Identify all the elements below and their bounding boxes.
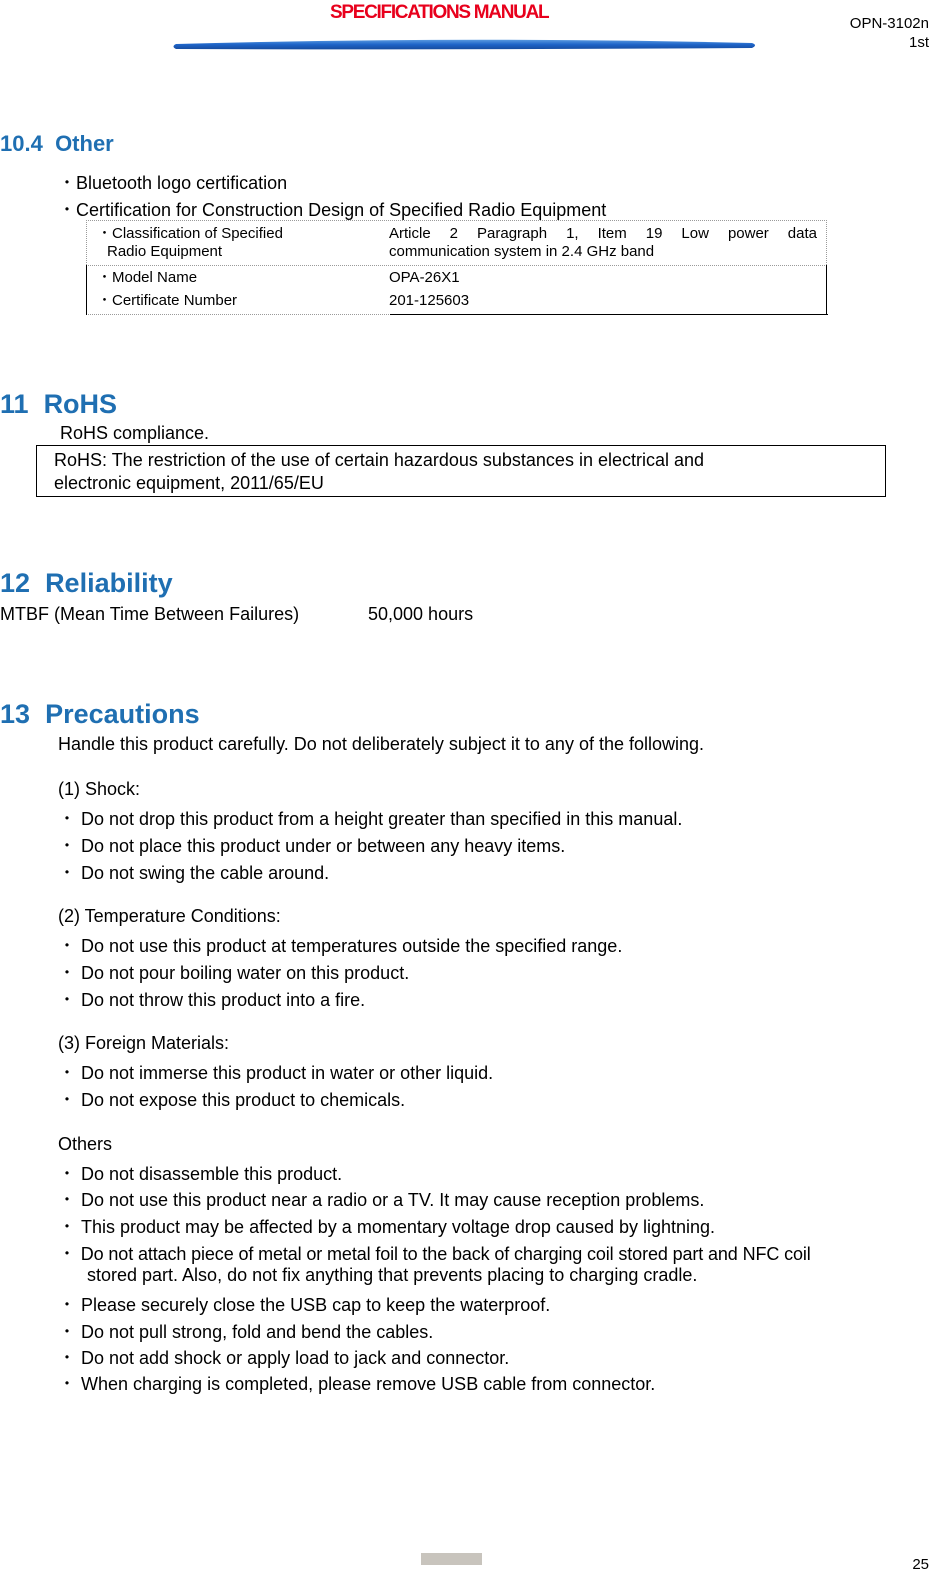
table-border [390, 314, 828, 315]
list-item: ・ Please securely close the USB cap to keep the waterproof. [58, 1295, 551, 1315]
section-title: Reliability [45, 568, 173, 598]
subheading-shock: (1) Shock: [58, 779, 141, 799]
section-number: 10.4 [0, 131, 43, 156]
section-title: Precautions [45, 699, 200, 729]
document-id [850, 14, 929, 52]
table-cell-value [389, 225, 817, 261]
section-number: 13 [0, 699, 31, 729]
list-item: ・ Do not drop this product from a height greater than specified in this manual. [58, 809, 683, 829]
section-12-heading [0, 568, 173, 599]
table-cell-label: ・Certificate Number [97, 292, 238, 309]
section-number: 12 [0, 568, 31, 598]
subheading-others: Others [58, 1134, 113, 1154]
table-border [86, 265, 87, 315]
cell-text: communication system in 2.4 GHz band [389, 243, 655, 260]
list-item: ・ Do not pull strong, fold and bend the cables. [58, 1322, 434, 1342]
cell-text: Article 2 Paragraph 1, Item 19 Low power data [389, 225, 817, 242]
list-item: ・ Do not add shock or apply load to jack and connector. [58, 1348, 510, 1368]
list-item: ・Bluetooth logo certification [58, 173, 288, 193]
header-underline-bar [172, 38, 758, 52]
list-item: ・ Do not swing the cable around. [58, 863, 330, 883]
mtbf-value: 50,000 hours [368, 604, 474, 624]
rohs-line: electronic equipment, 2011/65/EU [54, 473, 324, 493]
section-11-heading [0, 389, 117, 420]
doc-edition: 1st [908, 34, 929, 51]
table-divider [86, 265, 827, 266]
list-item: ・ This product may be affected by a momentary voltage drop caused by lightning. [58, 1217, 716, 1237]
list-item: ・ Do not pour boiling water on this product. [58, 963, 410, 983]
table-cell-value: 201-125603 [389, 292, 470, 309]
section-title: Other [55, 131, 114, 156]
page-number: 25 [912, 1556, 929, 1573]
mtbf-label: MTBF (Mean Time Between Failures) [0, 604, 300, 624]
subheading-foreign-materials: (3) Foreign Materials: [58, 1033, 230, 1053]
precautions-intro: Handle this product carefully. Do not deliberately subject it to any of the following. [58, 734, 705, 754]
rohs-compliance: RoHS compliance. [60, 423, 210, 443]
rohs-definition-box [36, 445, 886, 497]
header-title: SPECIFICATIONS MANUAL [330, 2, 549, 23]
list-item: ・ Do not attach piece of metal or metal foil to the back of charging coil stored part and NFC coil [58, 1244, 811, 1264]
list-item: ・Certification for Construction Design of Specified Radio Equipment [58, 200, 607, 220]
cell-text: ・Classification of Specified [97, 225, 283, 242]
table-border [826, 265, 827, 315]
table-cell-label [97, 225, 283, 261]
section-title: RoHS [43, 389, 118, 419]
list-item-continuation: stored part. Also, do not fix anything that prevents placing to charging cradle. [87, 1265, 698, 1285]
subheading-temperature: (2) Temperature Conditions: [58, 906, 281, 926]
rohs-line: RoHS: The restriction of the use of certain hazardous substances in electrical and [54, 450, 705, 470]
section-10-4-heading [0, 131, 114, 157]
cell-text: Radio Equipment [107, 243, 223, 260]
footer-marker [421, 1553, 482, 1565]
list-item: ・ When charging is completed, please remove USB cable from connector. [58, 1374, 656, 1394]
table-cell-label: ・Model Name [97, 269, 198, 286]
doc-number: OPN-3102n [849, 15, 929, 32]
list-item: ・ Do not disassemble this product. [58, 1164, 343, 1184]
list-item: ・ Do not expose this product to chemicals. [58, 1090, 406, 1110]
list-item: ・ Do not use this product at temperatures outside the specified range. [58, 936, 623, 956]
list-item: ・ Do not throw this product into a fire. [58, 990, 366, 1010]
table-cell-value: OPA-26X1 [389, 269, 460, 286]
section-number: 11 [0, 389, 29, 419]
list-item: ・ Do not use this product near a radio or a TV. It may cause reception problems. [58, 1190, 705, 1210]
list-item: ・ Do not immerse this product in water or other liquid. [58, 1063, 494, 1083]
list-item: ・ Do not place this product under or between any heavy items. [58, 836, 566, 856]
section-13-heading [0, 699, 200, 730]
